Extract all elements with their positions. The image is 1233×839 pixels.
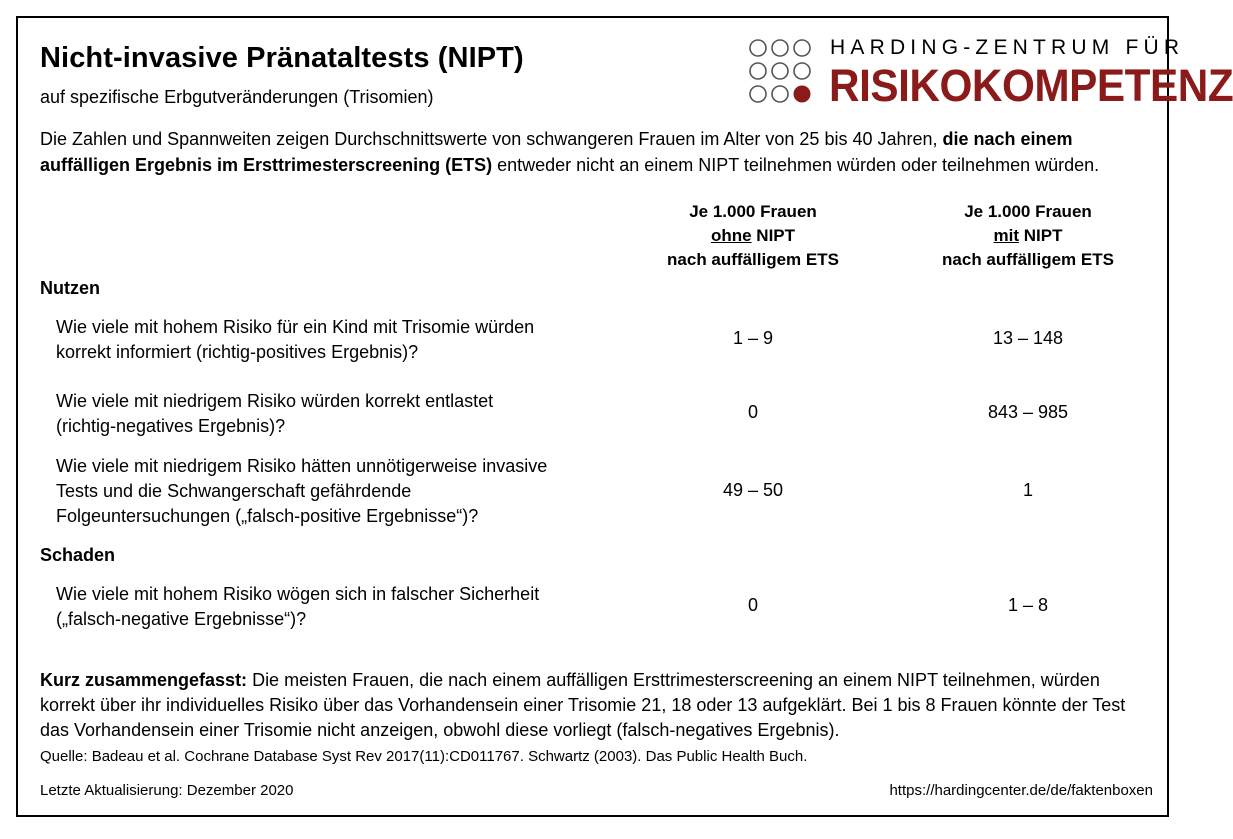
row3-line3: Folgeuntersuchungen („falsch-positive Ergebnisse“)? — [56, 506, 479, 526]
row1-without-value: 1 – 9 — [732, 328, 774, 348]
source-url[interactable]: https://hardingcenter.de/de/faktenboxen — [889, 782, 1153, 799]
row2-line1: Wie viele mit niedrigem Risiko würden korrekt entlastet — [56, 391, 494, 411]
source-citation: Quelle: Badeau et al. Cochrane Database Syst Rev 2017(11):CD011767. Schwartz (2003). Das Public Health Buch. — [40, 748, 808, 765]
page-subtitle: auf spezifische Erbgutveränderungen (Trisomien) — [40, 87, 434, 107]
col1-underlined: ohne — [710, 226, 752, 245]
row3-line1: Wie viele mit niedrigem Risiko hätten unnötigerweise invasive — [56, 456, 548, 476]
logo-circles-icon — [746, 36, 826, 108]
col2-line3: nach auffälligem ETS — [942, 250, 1114, 269]
section-benefit: Nutzen — [40, 278, 100, 298]
harding-logo — [746, 36, 1233, 111]
row3-line2: Tests und die Schwangerschaft gefährdende — [56, 481, 412, 501]
summary-label: Kurz zusammengefasst: — [40, 670, 248, 690]
row4-without-value: 0 — [747, 595, 758, 615]
row4-line2: („falsch-negative Ergebnisse“)? — [56, 609, 307, 629]
intro-text-2: entweder nicht an einem NIPT teilnehmen würden oder teilnehmen würden. — [492, 155, 1100, 175]
fact-box — [16, 16, 1233, 817]
col1-line2 — [638, 224, 868, 248]
intro-text-bold: die nach einem auffälligen Ergebnis im Ersttrimesterscreening (ETS) — [40, 129, 1073, 175]
row-question-1 — [56, 315, 616, 365]
intro-paragraph — [40, 126, 1150, 178]
row2-without-value: 0 — [747, 402, 758, 422]
row-question-3 — [56, 454, 616, 529]
col2-underlined: mit — [993, 226, 1020, 245]
col1-line3: nach auffälligem ETS — [667, 250, 839, 269]
intro-text-1: Die Zahlen und Spannweiten zeigen Durchschnittswerte von schwangeren Frauen im Alter von 25 bis 40 Jahren, — [40, 129, 943, 149]
col1-line2-rest: NIPT — [751, 226, 796, 245]
row3-without-value: 49 – 50 — [722, 480, 784, 500]
col2-line2-rest: NIPT — [1019, 226, 1063, 245]
row1-line2: korrekt informiert (richtig-positives Ergebnis)? — [56, 342, 419, 362]
last-updated: Letzte Aktualisierung: Dezember 2020 — [40, 782, 294, 799]
logo-main-text: RISIKOKOMPETENZ — [829, 60, 1233, 111]
column-header-with-nipt — [908, 200, 1148, 272]
row4-with-value: 1 – 8 — [1007, 595, 1049, 615]
col1-line1: Je 1.000 Frauen — [689, 202, 817, 221]
row3-with-value: 1 — [1022, 480, 1033, 500]
row2-with-value: 843 – 985 — [987, 402, 1069, 422]
row4-line1: Wie viele mit hohem Risiko wögen sich in falscher Sicherheit — [56, 584, 540, 604]
logo-top-text: HARDING-ZENTRUM FÜR — [830, 36, 1185, 59]
row2-line2: (richtig-negatives Ergebnis)? — [56, 416, 286, 436]
page-title: Nicht-invasive Pränataltests (NIPT) — [40, 42, 524, 74]
col2-line1: Je 1.000 Frauen — [964, 202, 1092, 221]
summary-text: Die meisten Frauen, die nach einem auffälligen Ersttrimesterscreening an einem NIPT teilnehmen, würden korrekt über ihr individuelles Risiko über das Vorhandensein einer Trisomie 21, 18 oder 13 aufgeklärt. Bei 1 bis 8 Frauen könnte der Test das Vorhandensein einer Trisomie nicht anzeigen, obwohl diese vorliegt (falsch-negatives Ergebnis). — [40, 670, 1126, 740]
col2-line2 — [908, 224, 1148, 248]
section-harm: Schaden — [40, 545, 116, 565]
column-header-without-nipt — [638, 200, 868, 272]
row-question-2 — [56, 389, 616, 439]
summary-paragraph — [40, 668, 1150, 743]
row1-with-value: 13 – 148 — [992, 328, 1064, 348]
row1-line1: Wie viele mit hohem Risiko für ein Kind mit Trisomie würden — [56, 317, 535, 337]
row-question-4 — [56, 582, 616, 632]
